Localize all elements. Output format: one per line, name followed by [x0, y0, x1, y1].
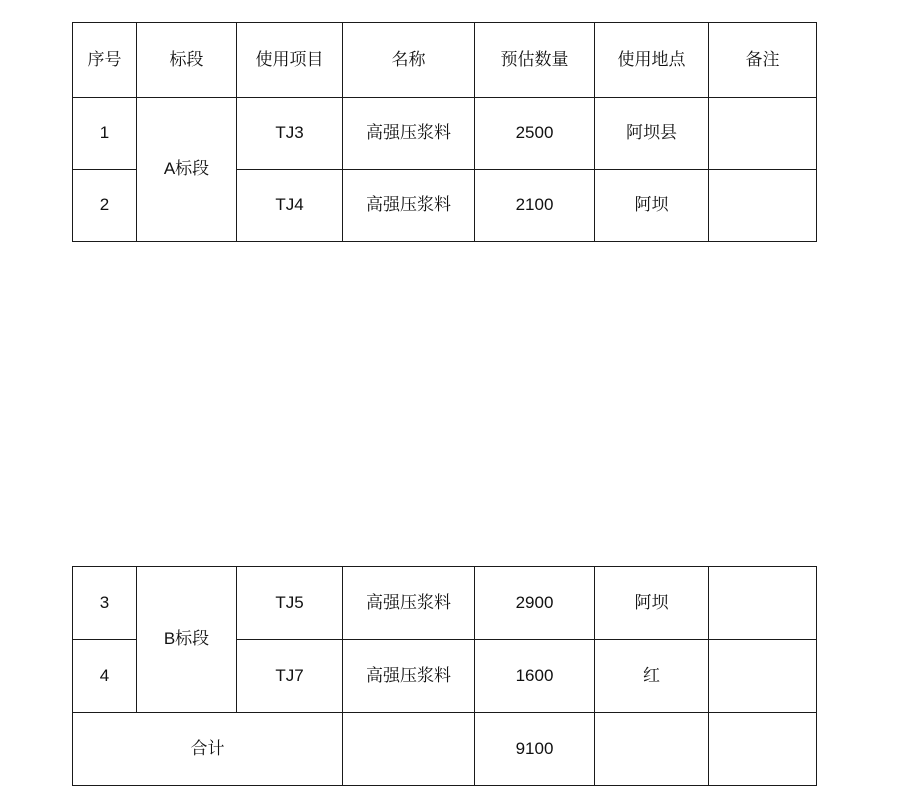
cell-place: 阿坝县 — [595, 98, 709, 170]
materials-table-top — [72, 22, 817, 242]
cell-remark — [709, 640, 817, 713]
column-header-seq: 序号 — [73, 23, 137, 98]
cell-qty: 2100 — [475, 170, 595, 242]
cell-proj: TJ5 — [237, 567, 343, 640]
cell-qty: 2900 — [475, 567, 595, 640]
cell-qty: 2500 — [475, 98, 595, 170]
cell-place: 红 — [595, 640, 709, 713]
cell-seq: 1 — [73, 98, 137, 170]
cell-name: 高强压浆料 — [343, 640, 475, 713]
column-header-place: 使用地点 — [595, 23, 709, 98]
table-total-row — [73, 713, 817, 786]
total-cell-place — [595, 713, 709, 786]
total-cell-name — [343, 713, 475, 786]
cell-remark — [709, 98, 817, 170]
materials-table-bottom — [72, 566, 817, 786]
column-header-name: 名称 — [343, 23, 475, 98]
cell-proj: TJ3 — [237, 98, 343, 170]
total-cell-qty: 9100 — [475, 713, 595, 786]
cell-remark — [709, 567, 817, 640]
cell-proj: TJ4 — [237, 170, 343, 242]
total-cell-remark — [709, 713, 817, 786]
cell-proj: TJ7 — [237, 640, 343, 713]
cell-qty: 1600 — [475, 640, 595, 713]
table-row — [73, 567, 817, 640]
total-label: 合计 — [73, 713, 343, 786]
cell-lot: B标段 — [137, 567, 237, 713]
column-header-proj: 使用项目 — [237, 23, 343, 98]
table-row — [73, 98, 817, 170]
cell-seq: 3 — [73, 567, 137, 640]
cell-seq: 4 — [73, 640, 137, 713]
cell-lot: A标段 — [137, 98, 237, 242]
column-header-remark: 备注 — [709, 23, 817, 98]
cell-remark — [709, 170, 817, 242]
table-header-row — [73, 23, 817, 98]
cell-seq: 2 — [73, 170, 137, 242]
column-header-qty: 预估数量 — [475, 23, 595, 98]
cell-name: 高强压浆料 — [343, 98, 475, 170]
cell-name: 高强压浆料 — [343, 567, 475, 640]
cell-name: 高强压浆料 — [343, 170, 475, 242]
column-header-lot: 标段 — [137, 23, 237, 98]
cell-place: 阿坝 — [595, 170, 709, 242]
cell-place: 阿坝 — [595, 567, 709, 640]
